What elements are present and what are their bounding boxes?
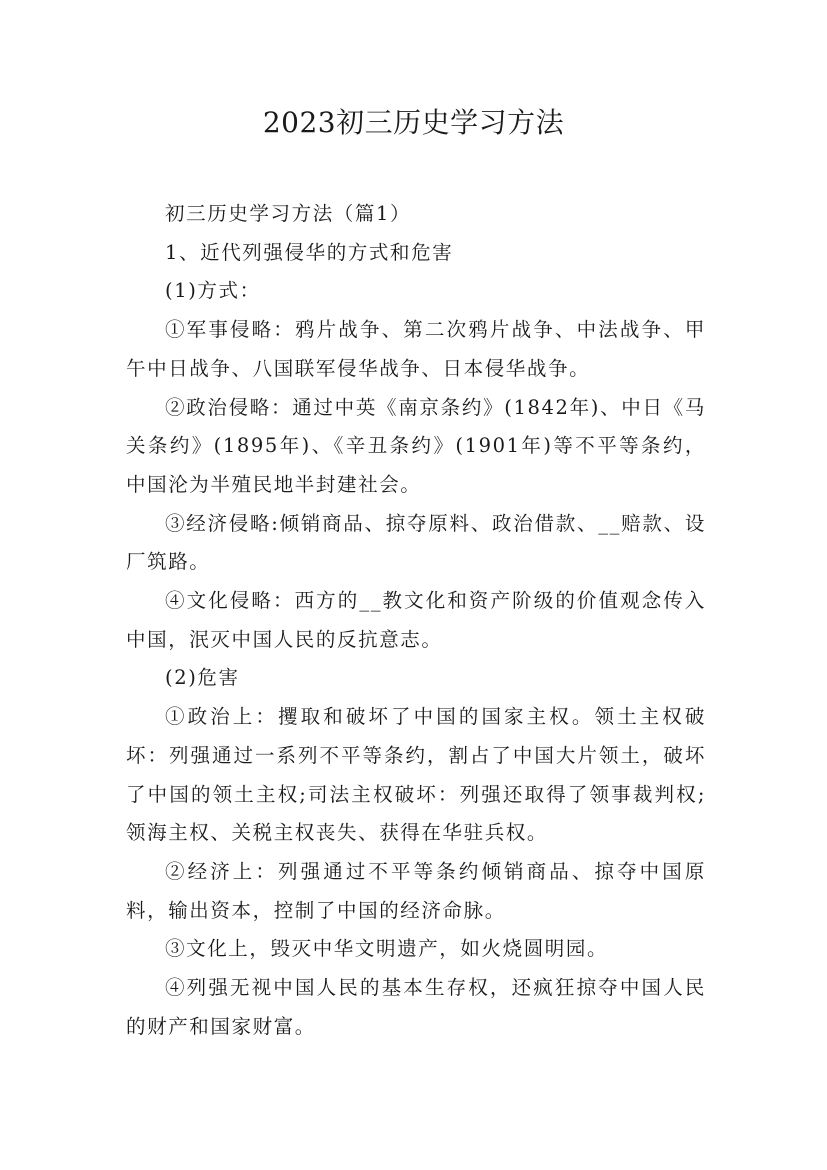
paragraph-property-harm: ④列强无视中国人民的基本生存权，还疯狂掠夺中国人民的财产和国家财富。: [126, 976, 706, 1038]
paragraph-section-heading: 初三历史学习方法（篇1）: [165, 202, 412, 225]
paragraph-topic-heading: 1、近代列强侵华的方式和危害: [165, 240, 454, 264]
document-title: 2023初三历史学习方法: [262, 106, 565, 139]
paragraph-cultural-aggression: ④文化侵略：西方的__教文化和资产阶级的价值观念传入中国，泯灭中国人民的反抗意志。: [126, 589, 706, 651]
paragraph-economic-harm: ②经济上：列强通过不平等条约倾销商品、掠夺中国原料，输出资本，控制了中国的经济命脉。: [126, 859, 706, 922]
document-body: [126, 195, 706, 1046]
paragraph-cultural-harm: ③文化上，毁灭中华文明遗产，如火烧圆明园。: [165, 937, 609, 961]
paragraph-political-aggression: ②政治侵略：通过中英《南京条约》(1842年)、中日《马关条约》(1895年)、《辛丑条约》(1901年)等不平等条约，中国沦为半殖民地半封建社会。: [126, 395, 706, 496]
paragraph-political-harm: ①政治上：攫取和破坏了中国的国家主权。领土主权破坏：列强通过一系列不平等条约，割占了中国大片领土，破坏了中国的领土主权;司法主权破坏：列强还取得了领事裁判权;领海主权、关税主权丧失、获得在华驻兵权。: [126, 705, 706, 845]
paragraph-harms-heading: (2)危害: [165, 666, 240, 690]
paragraph-economic-aggression: ③经济侵略:倾销商品、掠夺原料、政治借款、__赔款、设厂筑路。: [126, 511, 706, 574]
paragraph-methods-heading: (1)方式：: [165, 279, 261, 303]
paragraph-military-aggression: ①军事侵略：鸦片战争、第二次鸦片战争、中法战争、甲午中日战争、八国联军侵华战争、日本侵华战争。: [126, 318, 706, 380]
